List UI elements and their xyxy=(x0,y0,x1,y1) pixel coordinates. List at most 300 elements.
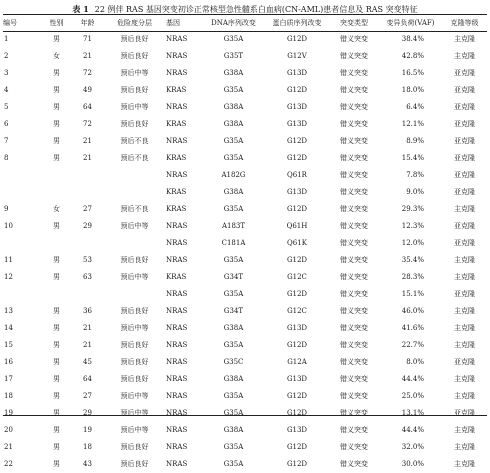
cell-protein: G12D xyxy=(286,443,308,451)
cell-sex: 男 xyxy=(53,460,60,468)
cell-gene: NRAS xyxy=(166,460,188,468)
cell-risk: 预后良好 xyxy=(120,256,149,264)
cell-dna: G35A xyxy=(223,137,244,145)
cell-sex: 男 xyxy=(53,256,60,264)
table-row xyxy=(3,337,487,354)
cell-dna: G38A xyxy=(223,324,244,332)
cell-clone: 亚克隆 xyxy=(454,103,475,111)
cell-sex: 男 xyxy=(53,375,60,383)
cell-risk xyxy=(103,167,166,184)
cell-id: 22 xyxy=(4,460,13,468)
cell-protein: G12D xyxy=(286,290,308,298)
cell-clone: 主克隆 xyxy=(454,443,475,451)
cell-vaf: 22.7% xyxy=(401,341,424,349)
cell-age: 71 xyxy=(83,35,92,43)
cell-age: 21 xyxy=(83,341,92,349)
cell-sex: 男 xyxy=(53,307,60,315)
cell-id: 3 xyxy=(4,69,9,77)
cell-gene: KRAS xyxy=(166,188,187,196)
cell-sex xyxy=(41,167,72,184)
cell-vaf: 15.1% xyxy=(401,290,424,298)
header-type: 突变类型 xyxy=(340,19,368,27)
cell-sex: 男 xyxy=(53,409,60,417)
cell-age: 29 xyxy=(83,222,92,230)
table-row xyxy=(3,201,487,218)
header-vaf: 变异负荷(VAF) xyxy=(386,19,435,27)
cell-sex: 男 xyxy=(53,222,60,230)
cell-protein: Q61K xyxy=(287,239,307,247)
cell-type: 错义突变 xyxy=(340,171,368,179)
table-row xyxy=(3,456,487,473)
cell-gene: NRAS xyxy=(166,35,188,43)
cell-vaf: 13.1% xyxy=(401,409,424,417)
table-row xyxy=(3,150,487,167)
cell-dna: G38A xyxy=(223,120,244,128)
cell-dna: G35T xyxy=(223,52,244,60)
cell-risk: 预后良好 xyxy=(120,341,149,349)
cell-risk: 预后良好 xyxy=(120,52,149,60)
cell-protein: G12D xyxy=(286,35,308,43)
cell-dna: G35A xyxy=(223,86,244,94)
cell-id xyxy=(3,184,41,201)
table-row xyxy=(3,218,487,235)
cell-risk: 预后中等 xyxy=(120,222,149,230)
cell-id: 20 xyxy=(4,426,13,434)
cell-sex xyxy=(41,184,72,201)
cell-sex: 男 xyxy=(53,443,60,451)
cell-age xyxy=(72,235,103,252)
cell-risk: 预后中等 xyxy=(120,103,149,111)
cell-age: 64 xyxy=(83,375,92,383)
cell-sex: 男 xyxy=(53,103,60,111)
table-row xyxy=(3,252,487,269)
cell-type: 错义突变 xyxy=(340,290,368,298)
cell-age xyxy=(72,167,103,184)
cell-sex: 男 xyxy=(53,154,60,162)
cell-type: 错义突变 xyxy=(340,137,368,145)
table-header xyxy=(3,15,487,31)
cell-type: 错义突变 xyxy=(340,69,368,77)
cell-gene: NRAS xyxy=(166,307,188,315)
cell-risk: 预后良好 xyxy=(120,375,149,383)
cell-age: 72 xyxy=(83,120,92,128)
cell-age: 29 xyxy=(83,409,92,417)
cell-sex: 男 xyxy=(53,35,60,43)
cell-protein: G13D xyxy=(286,103,308,111)
cell-clone: 主克隆 xyxy=(454,256,475,264)
header-age: 年龄 xyxy=(80,19,95,27)
cell-id: 7 xyxy=(4,137,9,145)
cell-risk: 预后良好 xyxy=(120,35,149,43)
cell-vaf: 32.0% xyxy=(401,443,424,451)
table-row xyxy=(3,371,487,388)
cell-vaf: 8.0% xyxy=(406,358,424,366)
cell-risk: 预后中等 xyxy=(120,273,149,281)
cell-dna: G38A xyxy=(223,69,244,77)
table-row xyxy=(3,167,487,184)
cell-risk: 预后中等 xyxy=(120,69,149,77)
table-row xyxy=(3,133,487,150)
table-row xyxy=(3,65,487,82)
cell-vaf: 46.0% xyxy=(401,307,424,315)
cell-id: 21 xyxy=(4,443,13,451)
patient-table xyxy=(3,15,487,473)
table-row xyxy=(3,354,487,371)
cell-gene: NRAS xyxy=(166,171,188,179)
cell-age: 45 xyxy=(83,358,92,366)
cell-dna: G34T xyxy=(223,273,244,281)
cell-protein: G12D xyxy=(286,137,308,145)
cell-age: 27 xyxy=(83,392,92,400)
cell-risk: 预后良好 xyxy=(120,443,149,451)
cell-vaf: 12.0% xyxy=(401,239,424,247)
cell-sex: 男 xyxy=(53,341,60,349)
table-row xyxy=(3,320,487,337)
cell-type: 错义突变 xyxy=(340,52,368,60)
cell-risk xyxy=(103,184,166,201)
cell-vaf: 29.3% xyxy=(401,205,424,213)
cell-clone: 主克隆 xyxy=(454,205,475,213)
cell-gene: NRAS xyxy=(166,103,188,111)
cell-clone: 亚克隆 xyxy=(454,120,475,128)
header-risk: 危险度分层 xyxy=(117,19,152,27)
cell-gene: NRAS xyxy=(166,137,188,145)
table-row xyxy=(3,286,487,303)
cell-dna: G38A xyxy=(223,426,244,434)
table-row xyxy=(3,116,487,133)
cell-risk: 预后良好 xyxy=(120,307,149,315)
cell-clone: 主克隆 xyxy=(454,273,475,281)
cell-type: 错义突变 xyxy=(340,392,368,400)
cell-protein: Q61R xyxy=(287,171,307,179)
cell-clone: 亚克隆 xyxy=(454,188,475,196)
cell-risk: 预后中等 xyxy=(120,426,149,434)
cell-vaf: 44.4% xyxy=(401,375,424,383)
cell-clone: 亚克隆 xyxy=(454,409,475,417)
cell-dna: C181A xyxy=(221,239,246,247)
cell-id xyxy=(3,235,41,252)
cell-clone: 主克隆 xyxy=(454,460,475,468)
cell-type: 错义突变 xyxy=(340,358,368,366)
cell-id: 9 xyxy=(4,205,9,213)
cell-protein: G12D xyxy=(286,409,308,417)
cell-id: 5 xyxy=(4,103,9,111)
cell-sex: 女 xyxy=(53,205,60,213)
cell-vaf: 25.0% xyxy=(401,392,424,400)
cell-id: 11 xyxy=(4,256,13,264)
cell-clone: 主克隆 xyxy=(454,324,475,332)
cell-gene: NRAS xyxy=(166,52,188,60)
cell-dna: G35A xyxy=(223,409,244,417)
cell-type: 错义突变 xyxy=(340,222,368,230)
cell-dna: G38A xyxy=(223,375,244,383)
cell-protein: Q61H xyxy=(286,222,308,230)
cell-risk: 预后中等 xyxy=(120,392,149,400)
cell-age: 21 xyxy=(83,154,92,162)
cell-id: 14 xyxy=(4,324,13,332)
cell-type: 错义突变 xyxy=(340,103,368,111)
cell-vaf: 8.9% xyxy=(406,137,424,145)
cell-age xyxy=(72,286,103,303)
header-dna: DNA序列改变 xyxy=(211,19,256,27)
cell-clone: 亚克隆 xyxy=(454,137,475,145)
cell-vaf: 41.6% xyxy=(401,324,424,332)
cell-vaf: 35.4% xyxy=(401,256,424,264)
cell-dna: G35A xyxy=(223,443,244,451)
cell-vaf: 28.3% xyxy=(401,273,424,281)
table-row xyxy=(3,31,487,48)
cell-id: 2 xyxy=(4,52,9,60)
table-row xyxy=(3,405,487,422)
cell-dna: G38A xyxy=(223,188,244,196)
cell-vaf: 7.8% xyxy=(406,171,424,179)
cell-risk: 预后不良 xyxy=(120,205,149,213)
cell-age: 63 xyxy=(83,273,92,281)
table-title: 22 例伴 RAS 基因突变初诊正常核型急性髓系白血病(CN-AML)患者信息及 RAS 突变特征 xyxy=(94,5,418,14)
cell-risk: 预后良好 xyxy=(120,86,149,94)
cell-dna: G35A xyxy=(223,154,244,162)
cell-vaf: 38.4% xyxy=(401,35,424,43)
cell-type: 错义突变 xyxy=(340,273,368,281)
cell-clone: 主克隆 xyxy=(454,307,475,315)
cell-dna: G35A xyxy=(223,290,244,298)
cell-dna: A182G xyxy=(221,171,246,179)
cell-gene: NRAS xyxy=(166,443,188,451)
cell-gene: KRAS xyxy=(166,154,187,162)
table-row xyxy=(3,388,487,405)
cell-sex: 男 xyxy=(53,358,60,366)
cell-type: 错义突变 xyxy=(340,188,368,196)
table-row xyxy=(3,235,487,252)
cell-age: 19 xyxy=(83,426,92,434)
table-row xyxy=(3,303,487,320)
cell-type: 错义突变 xyxy=(340,35,368,43)
cell-id: 6 xyxy=(4,120,9,128)
cell-gene: NRAS xyxy=(166,409,188,417)
cell-id: 17 xyxy=(4,375,13,383)
cell-protein: G12D xyxy=(286,460,308,468)
cell-type: 错义突变 xyxy=(340,154,368,162)
cell-risk: 预后良好 xyxy=(120,358,149,366)
cell-age: 21 xyxy=(83,52,92,60)
cell-dna: G35A xyxy=(223,460,244,468)
cell-sex: 男 xyxy=(53,426,60,434)
cell-clone: 主克隆 xyxy=(454,375,475,383)
cell-gene: KRAS xyxy=(166,120,187,128)
cell-dna: G35A xyxy=(223,392,244,400)
cell-gene: KRAS xyxy=(166,273,187,281)
cell-gene: NRAS xyxy=(166,324,188,332)
cell-age xyxy=(72,184,103,201)
cell-gene: NRAS xyxy=(166,239,188,247)
table-row xyxy=(3,269,487,286)
cell-risk: 预后不良 xyxy=(120,137,149,145)
cell-age: 53 xyxy=(83,256,92,264)
cell-protein: G12V xyxy=(287,52,307,60)
table-row xyxy=(3,82,487,99)
cell-sex: 男 xyxy=(53,392,60,400)
cell-gene: NRAS xyxy=(166,358,188,366)
cell-id: 19 xyxy=(4,409,13,417)
cell-clone: 主克隆 xyxy=(454,35,475,43)
cell-vaf: 12.1% xyxy=(401,120,424,128)
cell-sex: 男 xyxy=(53,86,60,94)
cell-vaf: 9.0% xyxy=(406,188,424,196)
cell-age: 64 xyxy=(83,103,92,111)
cell-gene: NRAS xyxy=(166,341,188,349)
cell-sex: 男 xyxy=(53,324,60,332)
cell-type: 错义突变 xyxy=(340,307,368,315)
cell-gene: NRAS xyxy=(166,290,188,298)
table-row xyxy=(3,439,487,456)
cell-clone: 亚克隆 xyxy=(454,358,475,366)
cell-type: 错义突变 xyxy=(340,324,368,332)
cell-gene: NRAS xyxy=(166,392,188,400)
cell-risk: 预后良好 xyxy=(120,120,149,128)
cell-gene: NRAS xyxy=(166,222,188,230)
cell-protein: G12D xyxy=(286,205,308,213)
cell-id: 13 xyxy=(4,307,13,315)
cell-vaf: 6.4% xyxy=(406,103,424,111)
header-protein: 蛋白质序列改变 xyxy=(272,19,322,27)
cell-type: 错义突变 xyxy=(340,205,368,213)
table-row xyxy=(3,422,487,439)
header-sex: 性别 xyxy=(49,19,64,27)
cell-type: 错义突变 xyxy=(340,426,368,434)
cell-type: 错义突变 xyxy=(340,409,368,417)
header-gene: 基因 xyxy=(166,19,180,27)
cell-id: 18 xyxy=(4,392,13,400)
cell-clone: 亚克隆 xyxy=(454,86,475,94)
cell-dna: G35A xyxy=(223,205,244,213)
cell-clone: 亚克隆 xyxy=(454,154,475,162)
cell-type: 错义突变 xyxy=(340,120,368,128)
cell-type: 错义突变 xyxy=(340,443,368,451)
cell-type: 错义突变 xyxy=(340,375,368,383)
cell-protein: G13D xyxy=(286,426,308,434)
cell-age: 36 xyxy=(83,307,92,315)
cell-clone: 亚克隆 xyxy=(454,290,475,298)
cell-protein: G13D xyxy=(286,375,308,383)
cell-gene: NRAS xyxy=(166,375,188,383)
cell-age: 27 xyxy=(83,205,92,213)
cell-protein: G12C xyxy=(287,307,307,315)
cell-gene: KRAS xyxy=(166,205,187,213)
cell-protein: G12D xyxy=(286,256,308,264)
cell-dna: G35A xyxy=(223,256,244,264)
cell-risk: 预后良好 xyxy=(120,460,149,468)
cell-vaf: 18.0% xyxy=(401,86,424,94)
cell-id xyxy=(3,167,41,184)
cell-id: 15 xyxy=(4,341,13,349)
cell-age: 43 xyxy=(83,460,92,468)
cell-id: 1 xyxy=(4,35,9,43)
cell-type: 错义突变 xyxy=(340,256,368,264)
cell-dna: G35A xyxy=(223,341,244,349)
cell-vaf: 44.4% xyxy=(401,426,424,434)
cell-sex: 男 xyxy=(53,69,60,77)
cell-id: 12 xyxy=(4,273,13,281)
cell-age: 21 xyxy=(83,137,92,145)
cell-protein: G13D xyxy=(286,120,308,128)
cell-id: 10 xyxy=(4,222,13,230)
cell-protein: G13D xyxy=(286,188,308,196)
cell-dna: G35C xyxy=(223,358,244,366)
cell-sex: 男 xyxy=(53,273,60,281)
cell-vaf: 30.0% xyxy=(401,460,424,468)
cell-dna: G38A xyxy=(223,103,244,111)
cell-id xyxy=(3,286,41,303)
table-row xyxy=(3,184,487,201)
cell-gene: NRAS xyxy=(166,426,188,434)
cell-sex xyxy=(41,235,72,252)
cell-type: 错义突变 xyxy=(340,341,368,349)
cell-protein: G12D xyxy=(286,154,308,162)
cell-dna: A183T xyxy=(221,222,246,230)
cell-protein: G12A xyxy=(287,358,307,366)
cell-age: 18 xyxy=(83,443,92,451)
header-id: 编号 xyxy=(3,19,17,27)
cell-gene: NRAS xyxy=(166,69,188,77)
cell-sex: 女 xyxy=(53,52,60,60)
cell-id: 16 xyxy=(4,358,13,366)
cell-age: 21 xyxy=(83,324,92,332)
cell-risk xyxy=(103,286,166,303)
cell-protein: G13D xyxy=(286,324,308,332)
table-row xyxy=(3,99,487,116)
cell-vaf: 15.4% xyxy=(401,154,424,162)
cell-sex xyxy=(41,286,72,303)
header-clone: 克隆等级 xyxy=(450,19,479,27)
cell-age: 72 xyxy=(83,69,92,77)
cell-risk: 预后中等 xyxy=(120,409,149,417)
cell-risk xyxy=(103,235,166,252)
cell-protein: G13D xyxy=(286,69,308,77)
cell-clone: 主克隆 xyxy=(454,426,475,434)
table-row xyxy=(3,48,487,65)
cell-gene: KRAS xyxy=(166,86,187,94)
cell-age: 49 xyxy=(83,86,92,94)
cell-dna: G34T xyxy=(223,307,244,315)
cell-clone: 亚克隆 xyxy=(454,239,475,247)
cell-clone: 亚克隆 xyxy=(454,69,475,77)
cell-sex: 男 xyxy=(53,120,60,128)
cell-vaf: 12.3% xyxy=(401,222,424,230)
table-number: 表 1 xyxy=(72,4,89,14)
cell-vaf: 42.8% xyxy=(401,52,424,60)
cell-id: 8 xyxy=(4,154,9,162)
cell-clone: 亚克隆 xyxy=(454,222,475,230)
cell-clone: 亚克隆 xyxy=(454,171,475,179)
cell-type: 错义突变 xyxy=(340,239,368,247)
cell-dna: G35A xyxy=(223,35,244,43)
cell-risk: 预后不良 xyxy=(120,154,149,162)
cell-vaf: 16.5% xyxy=(401,69,424,77)
cell-protein: G12C xyxy=(287,273,307,281)
cell-type: 错义突变 xyxy=(340,460,368,468)
cell-clone: 主克隆 xyxy=(454,392,475,400)
header-row xyxy=(3,15,487,31)
table-body xyxy=(3,31,487,473)
cell-sex: 男 xyxy=(53,137,60,145)
cell-gene: NRAS xyxy=(166,256,188,264)
cell-type: 错义突变 xyxy=(340,86,368,94)
cell-protein: G12D xyxy=(286,341,308,349)
cell-clone: 主克隆 xyxy=(454,52,475,60)
cell-clone: 主克隆 xyxy=(454,341,475,349)
cell-id: 4 xyxy=(4,86,9,94)
cell-protein: G12D xyxy=(286,86,308,94)
